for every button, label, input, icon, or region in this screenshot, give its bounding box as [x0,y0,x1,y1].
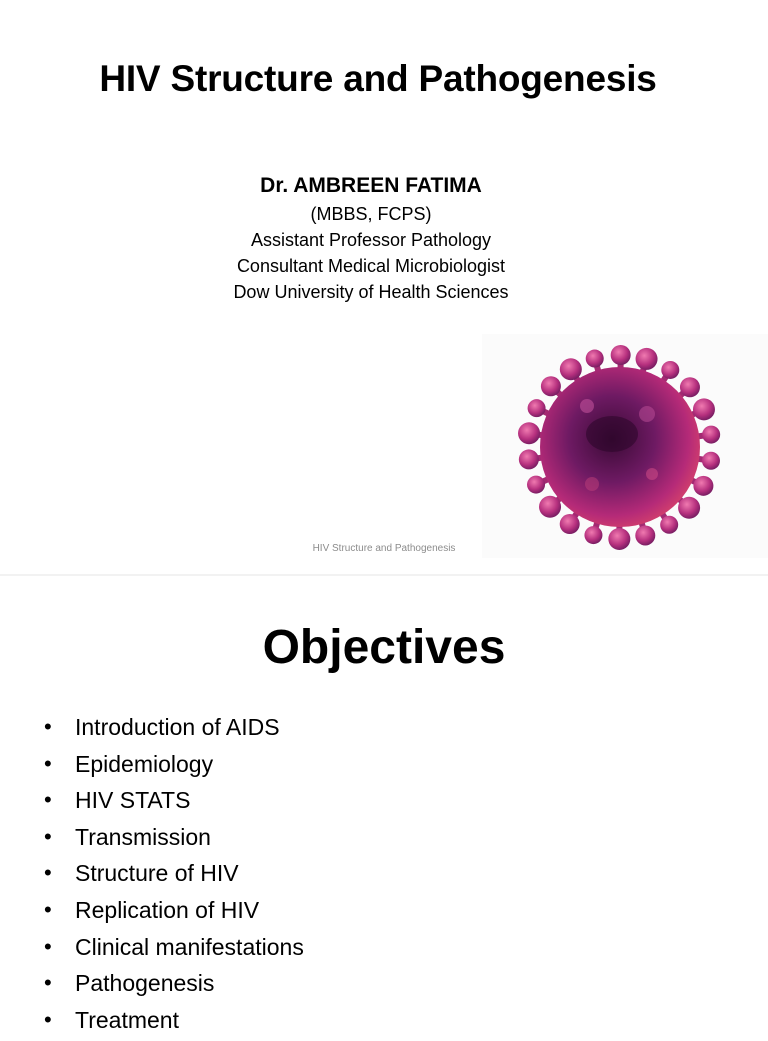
bullet-icon: • [44,858,52,888]
author-name: Dr. AMBREEN FATIMA [0,174,742,198]
author-institution: Dow University of Health Sciences [0,282,742,303]
objectives-slide [0,576,768,1024]
objectives-title: Objectives [0,620,768,675]
list-item [44,895,304,932]
list-item-text: Clinical manifestations [75,934,304,960]
bullet-icon: • [44,895,52,925]
bullet-icon: • [44,932,52,962]
list-item [44,749,304,786]
bullet-icon: • [44,968,52,998]
bullet-icon: • [44,749,52,779]
virus-knob [528,399,546,417]
bullet-icon: • [44,822,52,852]
slide-title: HIV Structure and Pathogenesis [0,58,756,100]
virus-knob [527,476,545,494]
bullet-icon: • [44,785,52,815]
author-credentials: (MBBS, FCPS) [0,204,742,225]
virus-knob [702,426,720,444]
slide-footer: HIV Structure and Pathogenesis [0,543,768,554]
list-item [44,712,304,749]
author-position: Assistant Professor Pathology [0,230,742,251]
author-role: Consultant Medical Microbiologist [0,256,742,277]
list-item [44,785,304,822]
list-item-text: Treatment [75,1007,179,1033]
bullet-icon: • [44,1005,52,1035]
virus-knob [661,361,679,379]
virus-knob [584,526,602,544]
virus-knob [541,376,561,396]
bullet-icon: • [44,712,52,742]
list-item-text: Pathogenesis [75,970,214,996]
hiv-virus-image [482,334,768,558]
virus-knob [636,348,658,370]
virus-knob [586,350,604,368]
list-item [44,858,304,895]
list-item-text: Epidemiology [75,751,213,777]
virus-knob [611,345,631,365]
virus-knob [680,377,700,397]
virus-knob [560,514,580,534]
virus-knob [518,422,540,444]
virus-knob [693,398,715,420]
virus-knob [702,452,720,470]
list-item-text: Transmission [75,824,211,850]
virus-knob [539,496,561,518]
virus-knob [693,476,713,496]
list-item-text: HIV STATS [75,787,190,813]
hiv-virus-icon [482,334,768,558]
list-item [44,1005,304,1041]
list-item-text: Introduction of AIDS [75,714,280,740]
virus-knob [560,358,582,380]
list-item-text: Structure of HIV [75,860,239,886]
virus-knob [678,497,700,519]
virus-knob [660,516,678,534]
list-item [44,932,304,969]
virus-knob [519,449,539,469]
list-item [44,822,304,859]
list-item [44,968,304,1005]
list-item-text: Replication of HIV [75,897,259,923]
objectives-list [44,712,304,1041]
